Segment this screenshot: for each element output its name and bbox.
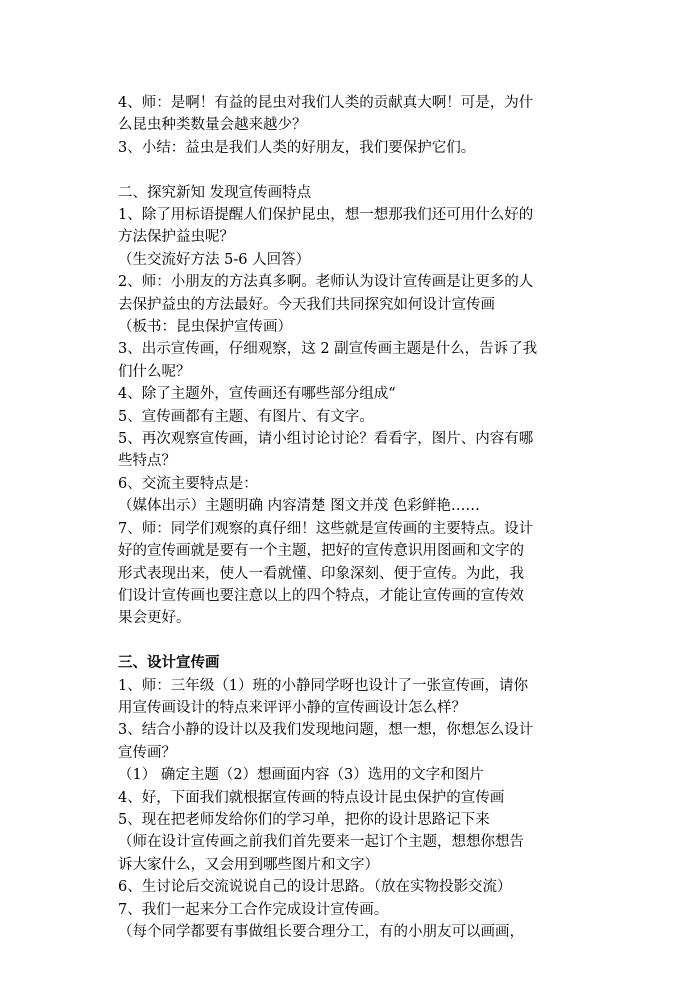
- text-line: 5、再次观察宣传画，请小组讨论讨论？看看字，图片、内容有哪: [118, 431, 534, 448]
- text-line: 5、现在把老师发给你们的学习单，把你的设计思路记下来: [118, 811, 490, 828]
- text-line: 好的宣传画就是要有一个主题，把好的宣传意识用图画和文字的: [118, 543, 524, 560]
- text-line: （师在设计宣传画之前我们首先要来一起订个主题，想想你想告: [118, 834, 524, 851]
- text-line: 4、师：是啊！有益的昆虫对我们人类的贡献真大啊！可是，为什: [118, 95, 534, 111]
- text-line: （每个同学都要有事做组长要合理分工，有的小朋友可以画画，: [118, 924, 524, 940]
- blank-line: [118, 630, 580, 652]
- text-line: 么昆虫种类数量会越来越少？: [118, 117, 307, 134]
- section-heading: 二、探究新知 发现宣传画特点: [118, 184, 312, 201]
- document-page: [118, 92, 580, 943]
- text-line: 1、师：三年级（1）班的小静同学呀也设计了一张宣传画，请你: [118, 677, 528, 694]
- text-line: 去保护益虫的方法最好。今天我们共同探究如何设计宣传画: [118, 296, 495, 313]
- blank-line: [118, 159, 580, 181]
- text-line: （生交流好方法 5-6 人回答）: [118, 251, 311, 268]
- text-line: 3、出示宣传画，仔细观察，这 2 副宣传画主题是什么，告诉了我: [118, 341, 538, 358]
- text-line: 4、除了主题外，宣传画还有哪些部分组成“: [118, 386, 396, 403]
- text-line: （1） 确定主题（2）想画面内容（3）选用的文字和图片: [118, 767, 484, 784]
- section-heading-bold: 三、设计宣传画: [118, 654, 220, 672]
- text-line: （媒体出示）主题明确 内容清楚 图文并茂 色彩鲜艳……: [118, 498, 480, 515]
- text-line: 5、宣传画都有主题、有图片、有文字。: [118, 408, 374, 425]
- text-line: 形式表现出来，使人一看就懂、印象深刻、便于宣传。为此，我: [118, 565, 524, 582]
- text-line: 3、小结：益虫是我们人类的好朋友，我们要保护它们。: [118, 139, 476, 156]
- text-line: 6、生讨论后交流说说自己的设计思路。（放在实物投影交流）: [118, 879, 512, 896]
- text-line: （板书：昆虫保护宣传画）: [118, 319, 292, 336]
- text-line: 3、结合小静的设计以及我们发现地问题，想一想，你想怎么设计: [118, 722, 534, 739]
- text-line: 些特点？: [118, 453, 176, 470]
- text-line: 4、好，下面我们就根据宣传画的特点设计昆虫保护的宣传画: [118, 789, 505, 806]
- text-line: 7、我们一起来分工合作完成设计宣传画。: [118, 901, 389, 918]
- text-line: 们什么呢？: [118, 363, 191, 380]
- text-line: 2、师：小朋友的方法真多啊。老师认为设计宣传画是让更多的人: [118, 274, 534, 291]
- text-line: 7、师：同学们观察的真仔细！这些就是宣传画的主要特点。设计: [118, 520, 534, 537]
- text-line: 用宣传画设计的特点来评评小静的宣传画设计怎么样？: [118, 699, 466, 716]
- text-line: 1、除了用标语提醒人们保护昆虫，想一想那我们还可用什么好的: [118, 207, 534, 224]
- text-line: 们设计宣传画也要注意以上的四个特点，才能让宣传画的宣传效: [118, 587, 524, 604]
- text-line: 诉大家什么，又会用到哪些图片和文字）: [118, 856, 379, 873]
- text-line: 方法保护益虫呢？: [118, 229, 234, 246]
- text-line: 宣传画？: [118, 744, 176, 761]
- text-line: 6、交流主要特点是：: [118, 475, 258, 492]
- text-line: 果会更好。: [118, 610, 191, 627]
